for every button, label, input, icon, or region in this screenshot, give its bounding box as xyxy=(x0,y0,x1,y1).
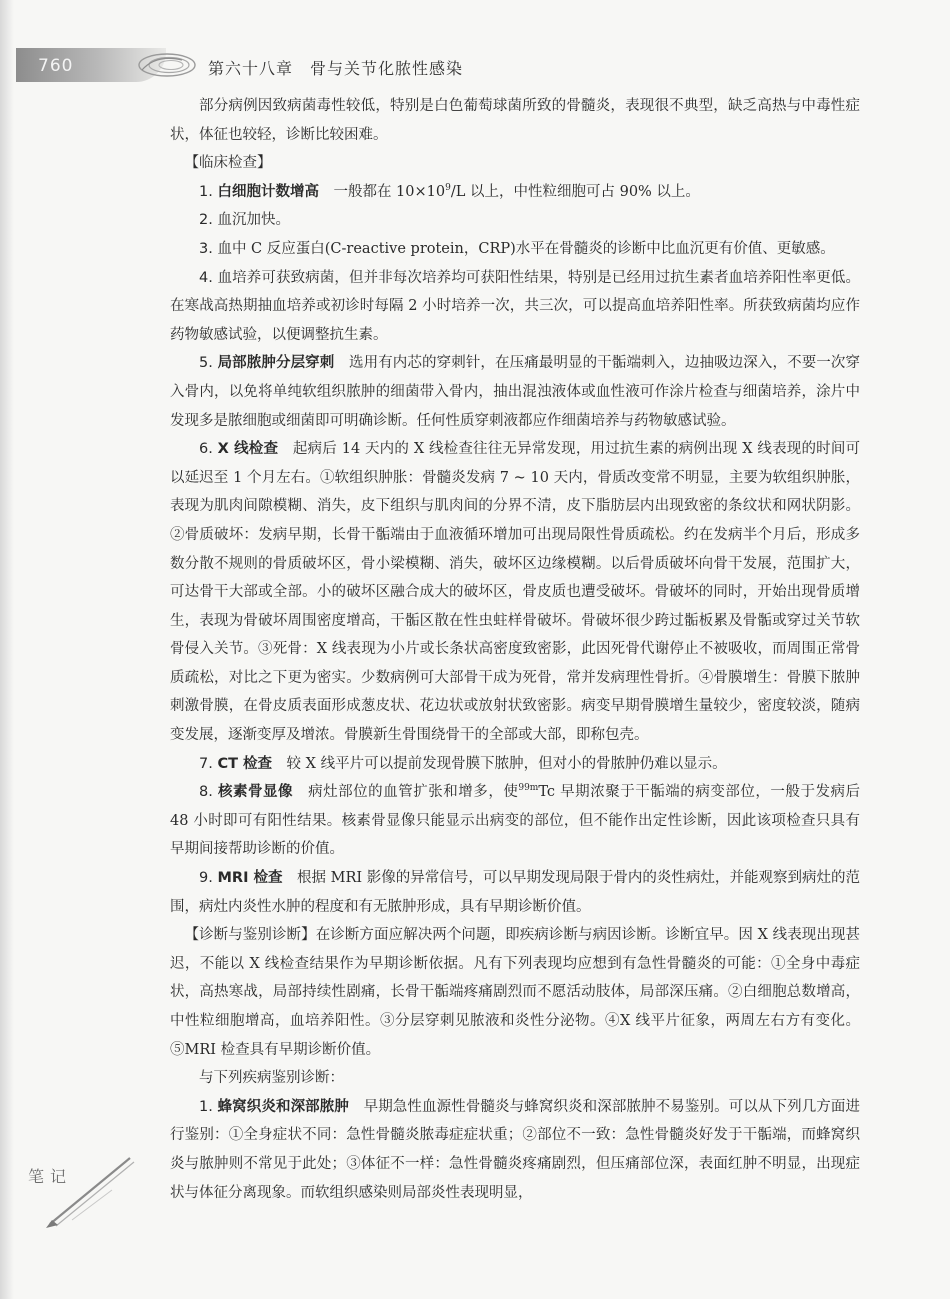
exam-item-9 xyxy=(170,864,860,921)
item-text: 血培养可获致病菌，但并非每次培养均可获阳性结果，特别是已经用过抗生素者血培养阳性率更低。在寒战高热期抽血培养或初诊时每隔 2 小时培养一次，共三次，可以提高血培养阳性率。所获致病菌均应作药物敏感试验，以便调整抗生素。 xyxy=(170,269,861,343)
exam-item-1 xyxy=(170,178,860,207)
exam-item-3 xyxy=(170,235,860,264)
item-title: CT 检查 xyxy=(217,755,273,772)
item-text: 一般都在 10×10 xyxy=(318,183,446,200)
item-title: 核素骨显像 xyxy=(217,784,294,801)
differential-item-1 xyxy=(170,1093,860,1207)
pen-icon xyxy=(42,1150,142,1230)
item-number: 5. xyxy=(199,355,213,372)
item-text: 早期急性血源性骨髓炎与蜂窝织炎和深部脓肿不易鉴别。可以从下列几方面进行鉴别：①全身症状不同：急性骨髓炎脓毒症症状重；②部位不一致：急性骨髓炎好发于干骺端，而蜂窝织炎与脓肿则不常见于此处；③体征不一样：急性骨髓炎疼痛剧烈，但压痛部位深，表面红肿不明显，出现症状与体征分离现象。而软组织感染则局部炎性表现明显， xyxy=(170,1098,861,1201)
diagnosis-text: 在诊断方面应解决两个问题，即疾病诊断与病因诊断。诊断宜早。因 X 线表现出现甚迟，不能以 X 线检查结果作为早期诊断依据。凡有下列表现均应想到有急性骨髓炎的可能：①全身中毒症状，高热寒战，局部持续性剧痛，长骨干骺端疼痛剧烈而不愿活动肢体，局部深压痛。②白细胞总数增高，中性粒细胞增高，血培养阳性。③分层穿刺见脓液和炎性分泌物。④X 线平片征象，两周左右方有变化。⑤MRI 检查具有早期诊断价值。 xyxy=(170,927,861,1058)
item-text: 血沉加快。 xyxy=(217,212,290,229)
item-title: MRI 检查 xyxy=(217,870,283,887)
main-text xyxy=(170,92,860,1207)
differential-intro: 与下列疾病鉴别诊断： xyxy=(199,1070,344,1087)
item-number: 1. xyxy=(199,1098,213,1115)
intro-paragraph: 部分病例因致病菌毒性较低，特别是白色葡萄球菌所致的骨髓炎，表现很不典型，缺乏高热与中毒性症状，体征也较轻，诊断比较困难。 xyxy=(170,98,860,143)
item-text: 病灶部位的血管扩张和增多，使 xyxy=(293,784,519,801)
item-number: 7. xyxy=(199,755,213,772)
item-number: 6. xyxy=(199,441,213,458)
item-text: 较 X 线平片可以提前发现骨膜下脓肿，但对小的骨脓肿仍难以显示。 xyxy=(272,755,727,772)
notes-label: 笔记 xyxy=(28,1167,73,1186)
page-number: 760 xyxy=(38,56,74,76)
item-text: 根据 MRI 影像的异常信号，可以早期发现局限于骨内的炎性病灶，并能观察到病灶的范围，病灶内炎性水肿的程度和有无脓肿形成，具有早期诊断价值。 xyxy=(170,870,860,915)
item-text: 血中 C 反应蛋白(C-reactive protein，CRP)水平在骨髓炎的诊断中比血沉更有价值、更敏感。 xyxy=(217,240,835,257)
chapter-title: 第六十八章 骨与关节化脓性感染 xyxy=(208,59,464,78)
exam-item-7 xyxy=(170,750,860,779)
item-text: 起病后 14 天内的 X 线检查往往无异常发现，用过抗生素的病例出现 X 线表现的时间可以延迟至 1 个月左右。①软组织肿胀：骨髓炎发病 7 ~ 10 天内，骨质改变常不明显，主要为软组织肿胀，表现为肌肉间隙模糊、消失，皮下组织与肌肉间的分界不清，皮下脂肪层内出现致密的条纹状和网状阴影。②骨质破坏：发病早期，长骨干骺端由于血液循环增加可出现局限性骨质疏松。约在发病半个月后，形成多数分散不规则的骨质破坏区，骨小梁模糊、消失，破坏区边缘模糊。以后骨质破坏向骨干发展，范围扩大，可达骨干大部或全部。小的破坏区融合成大的破坏区，骨皮质也遭受破坏。骨破坏的同时，开始出现骨质增生，表现为骨破坏周围密度增高，干骺区散在性虫蛀样骨破坏。骨破坏很少跨过骺板累及骨骺或穿过关节软骨侵入关节。③死骨：X 线表现为小片或长条状高密度致密影，此因死骨代谢停止不被吸收，而周围正常骨质疏松，对比之下更为密实。少数病例可大部骨干成为死骨，常并发病理性骨折。④骨膜增生：骨膜下脓肿刺激骨膜，在骨皮质表面形成葱皮状、花边状或放射状致密影。病变早期骨膜增生量较少，密度较淡，随病变发展，逐渐变厚及增浓。骨膜新生骨围绕骨干的全部或大部，即称包壳。 xyxy=(170,441,861,744)
exam-item-6 xyxy=(170,435,860,750)
swirl-ornament-icon xyxy=(136,50,198,80)
item-text-cont: Tc 早期浓聚于干骺端的病变部位，一般于发病后 48 小时即可有阳性结果。核素骨显像只能显示出病变的部位，但不能作出定性诊断，因此该项检查只具有早期间接帮助诊断的价值。 xyxy=(170,784,861,858)
item-number: 4. xyxy=(199,269,213,286)
item-text: 选用有内芯的穿刺针，在压痛最明显的干骺端刺入，边抽吸边深入，不要一次穿入骨内，以免将单纯软组织脓肿的细菌带入骨内，抽出混浊液体或血性液可作涂片检查与细菌培养，涂片中发现多是脓细胞或细菌即可明确诊断。任何性质穿刺液都应作细菌培养与药物敏感试验。 xyxy=(170,355,861,429)
item-number: 8. xyxy=(199,784,213,801)
item-title: 蜂窝织炎和深部脓肿 xyxy=(217,1098,349,1115)
exam-item-4 xyxy=(170,264,860,350)
superscript: 99m xyxy=(518,783,539,794)
notes-margin xyxy=(22,1150,132,1230)
exam-item-8 xyxy=(170,778,860,864)
diagnosis-paragraph xyxy=(170,921,860,1064)
exam-item-5 xyxy=(170,349,860,435)
item-number: 9. xyxy=(199,870,213,887)
clinical-exam-heading: 【临床检查】 xyxy=(184,155,272,172)
item-text-cont: /L 以上，中性粒细胞可占 90% 以上。 xyxy=(450,183,700,200)
item-title: 白细胞计数增高 xyxy=(217,183,319,200)
diagnosis-heading: 【诊断与鉴别诊断】 xyxy=(184,927,316,944)
page-binding-shadow xyxy=(0,0,14,1299)
item-number: 1. xyxy=(199,183,213,200)
superscript: 9 xyxy=(445,182,451,193)
item-number: 3. xyxy=(199,240,213,257)
item-title: 局部脓肿分层穿刺 xyxy=(217,355,335,372)
exam-item-2 xyxy=(170,206,860,235)
page-header xyxy=(16,44,886,84)
item-number: 2. xyxy=(199,212,213,229)
item-title: X 线检查 xyxy=(217,441,279,458)
